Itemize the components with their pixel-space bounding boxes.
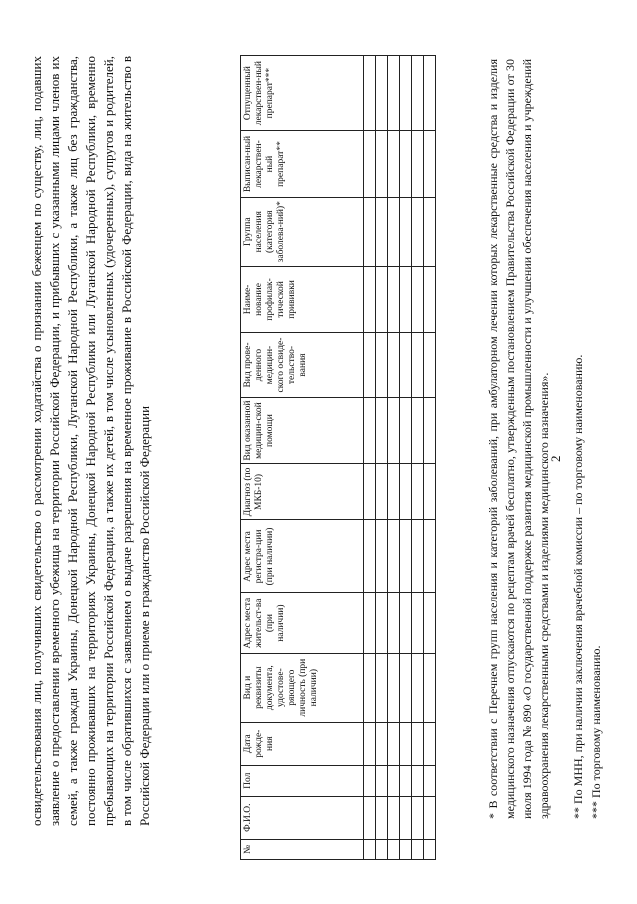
table-cell: [412, 397, 424, 464]
table-cell: [388, 397, 400, 464]
col-header-care-type: Вид оказанной медицин-ской помощи: [241, 397, 364, 464]
table-row: [424, 56, 436, 860]
table-cell: [364, 333, 376, 398]
table-cell: [364, 765, 376, 796]
table-cell: [412, 464, 424, 520]
table-cell: [388, 56, 400, 131]
table-cell: [424, 56, 436, 131]
table-cell: [412, 796, 424, 839]
table-cell: [364, 464, 376, 520]
table-cell: [364, 266, 376, 333]
table-cell: [412, 653, 424, 722]
table-cell: [400, 796, 412, 839]
table-cell: [364, 593, 376, 653]
table-cell: [388, 765, 400, 796]
table-cell: [400, 593, 412, 653]
table-cell: [424, 131, 436, 198]
col-header-diagnosis: Диагноз (по МКБ-10): [241, 464, 364, 520]
table-cell: [388, 464, 400, 520]
table-cell: [424, 653, 436, 722]
page-number: 2: [548, 455, 563, 462]
footnote-1: * В соответствии с Перечнем групп населения и категорий заболеваний, при амбулаторном лечении которых лекарственные средства и изделия медицинского назначения отпускаются по рецептам врачей бесплатно, утвержденным постановлением Правительства Российской Федерации от 30 июля 1994 года № 890 «О государственной поддержке развития медицинской промышленности и улучшении обеспечения населения и учреждений здравоохранения лекарственными средствами и изделиями медицинского назначения».: [486, 59, 551, 819]
col-header-birthdate: Дата рожде-ния: [241, 722, 364, 765]
table-cell: [376, 131, 388, 198]
table-cell: [364, 397, 376, 464]
table-cell: [400, 197, 412, 266]
table-cell: [412, 266, 424, 333]
table-cell: [364, 56, 376, 131]
table-cell: [424, 520, 436, 593]
table-cell: [388, 722, 400, 765]
footnote-3: *** По торговому наименованию.: [589, 645, 603, 819]
table-cell: [424, 397, 436, 464]
table-cell: [388, 796, 400, 839]
table-row: [412, 56, 424, 860]
table-cell: [376, 397, 388, 464]
table-body: [364, 56, 436, 860]
register-table-wrapper: [240, 55, 476, 860]
table-row: [364, 56, 376, 860]
table-cell: [388, 197, 400, 266]
table-row: [400, 56, 412, 860]
table-cell: [400, 464, 412, 520]
table-cell: [412, 131, 424, 198]
intro-paragraph: освидетельствования лиц, получивших свидетельство о рассмотрении ходатайства о признании беженцем по существу, лиц, подавших заявление о предоставлении временного убежища на территории Российской Федерации, и прибывших с указанными лицами членов их семей, а также граждан Украины, Донецкой Народной Республики, Луганской Народной Республики, а также лиц без гражданства, постоянно проживавших на территориях Украины, Донецкой Народной Республики или Луганской Народной Республики, временно пребывающих на территории Российской Федерации, а также их детей, в том числе усыновленных (удочеренных), супругов и родителей, в том числе обратившихся с заявлением о выдаче разрешения на временное проживание в Российской Федерации, вида на жительство в Российской Федерации или о приеме в гражданство Российской Федерации: [29, 56, 152, 826]
col-header-number: №: [241, 839, 364, 859]
table-row: [376, 56, 388, 860]
col-header-residence-address: Адрес места жительст-ва (при наличии): [241, 593, 364, 653]
table-cell: [412, 197, 424, 266]
table-cell: [412, 722, 424, 765]
table-cell: [364, 653, 376, 722]
table-cell: [424, 796, 436, 839]
table-cell: [376, 464, 388, 520]
table-cell: [376, 520, 388, 593]
table-cell: [364, 839, 376, 859]
table-cell: [388, 131, 400, 198]
table-cell: [424, 266, 436, 333]
table-cell: [412, 520, 424, 593]
table-cell: [388, 653, 400, 722]
table-cell: [400, 333, 412, 398]
table-cell: [424, 722, 436, 765]
table-cell: [412, 56, 424, 131]
table-cell: [376, 593, 388, 653]
table-cell: [400, 56, 412, 131]
table-cell: [388, 593, 400, 653]
table-cell: [400, 653, 412, 722]
col-header-prescribed-drug: Выписан-ный лекарствен-ный препарат**: [241, 131, 364, 198]
col-header-dispensed-drug: Отпущенный лекарствен-ный препарат***: [241, 56, 364, 131]
table-cell: [376, 765, 388, 796]
table-cell: [412, 765, 424, 796]
table-cell: [364, 131, 376, 198]
table-cell: [388, 520, 400, 593]
table-cell: [400, 131, 412, 198]
table-cell: [376, 197, 388, 266]
table-row: [388, 56, 400, 860]
col-header-sex: Пол: [241, 765, 364, 796]
table-cell: [424, 593, 436, 653]
table-cell: [400, 520, 412, 593]
footnote-2: ** По МНН, при наличии заключения врачебной комиссии – по торговому наименованию.: [571, 354, 585, 819]
table-cell: [388, 839, 400, 859]
table-cell: [424, 765, 436, 796]
table-cell: [376, 722, 388, 765]
table-cell: [376, 839, 388, 859]
table-cell: [412, 593, 424, 653]
table-cell: [388, 266, 400, 333]
table-cell: [364, 520, 376, 593]
table-cell: [400, 722, 412, 765]
table-cell: [364, 722, 376, 765]
table-cell: [400, 839, 412, 859]
col-header-id-document: Вид и реквизиты документа, удостове-ряющего личность (при наличии): [241, 653, 364, 722]
table-cell: [424, 333, 436, 398]
col-header-fio: Ф.И.О.: [241, 796, 364, 839]
table-cell: [376, 56, 388, 131]
table-cell: [364, 197, 376, 266]
table-cell: [388, 333, 400, 398]
table-cell: [376, 266, 388, 333]
col-header-population-group: Группа населения (категория заболева-ний)*: [241, 197, 364, 266]
table-cell: [412, 333, 424, 398]
col-header-vaccination: Наиме-нование профилак-тической прививки: [241, 266, 364, 333]
table-cell: [400, 266, 412, 333]
table-cell: [424, 839, 436, 859]
table-cell: [424, 464, 436, 520]
table-cell: [376, 333, 388, 398]
table-cell: [400, 765, 412, 796]
table-cell: [376, 653, 388, 722]
col-header-registration-address: Адрес места регистра-ции (при наличии): [241, 520, 364, 593]
col-header-examination-type: Вид прове-денного медицин-ского освиде-тельство-вания: [241, 333, 364, 398]
header-row: [241, 56, 364, 860]
table-cell: [412, 839, 424, 859]
table-cell: [364, 796, 376, 839]
table-cell: [376, 796, 388, 839]
register-table: [240, 55, 436, 860]
table-cell: [424, 197, 436, 266]
table-cell: [400, 397, 412, 464]
